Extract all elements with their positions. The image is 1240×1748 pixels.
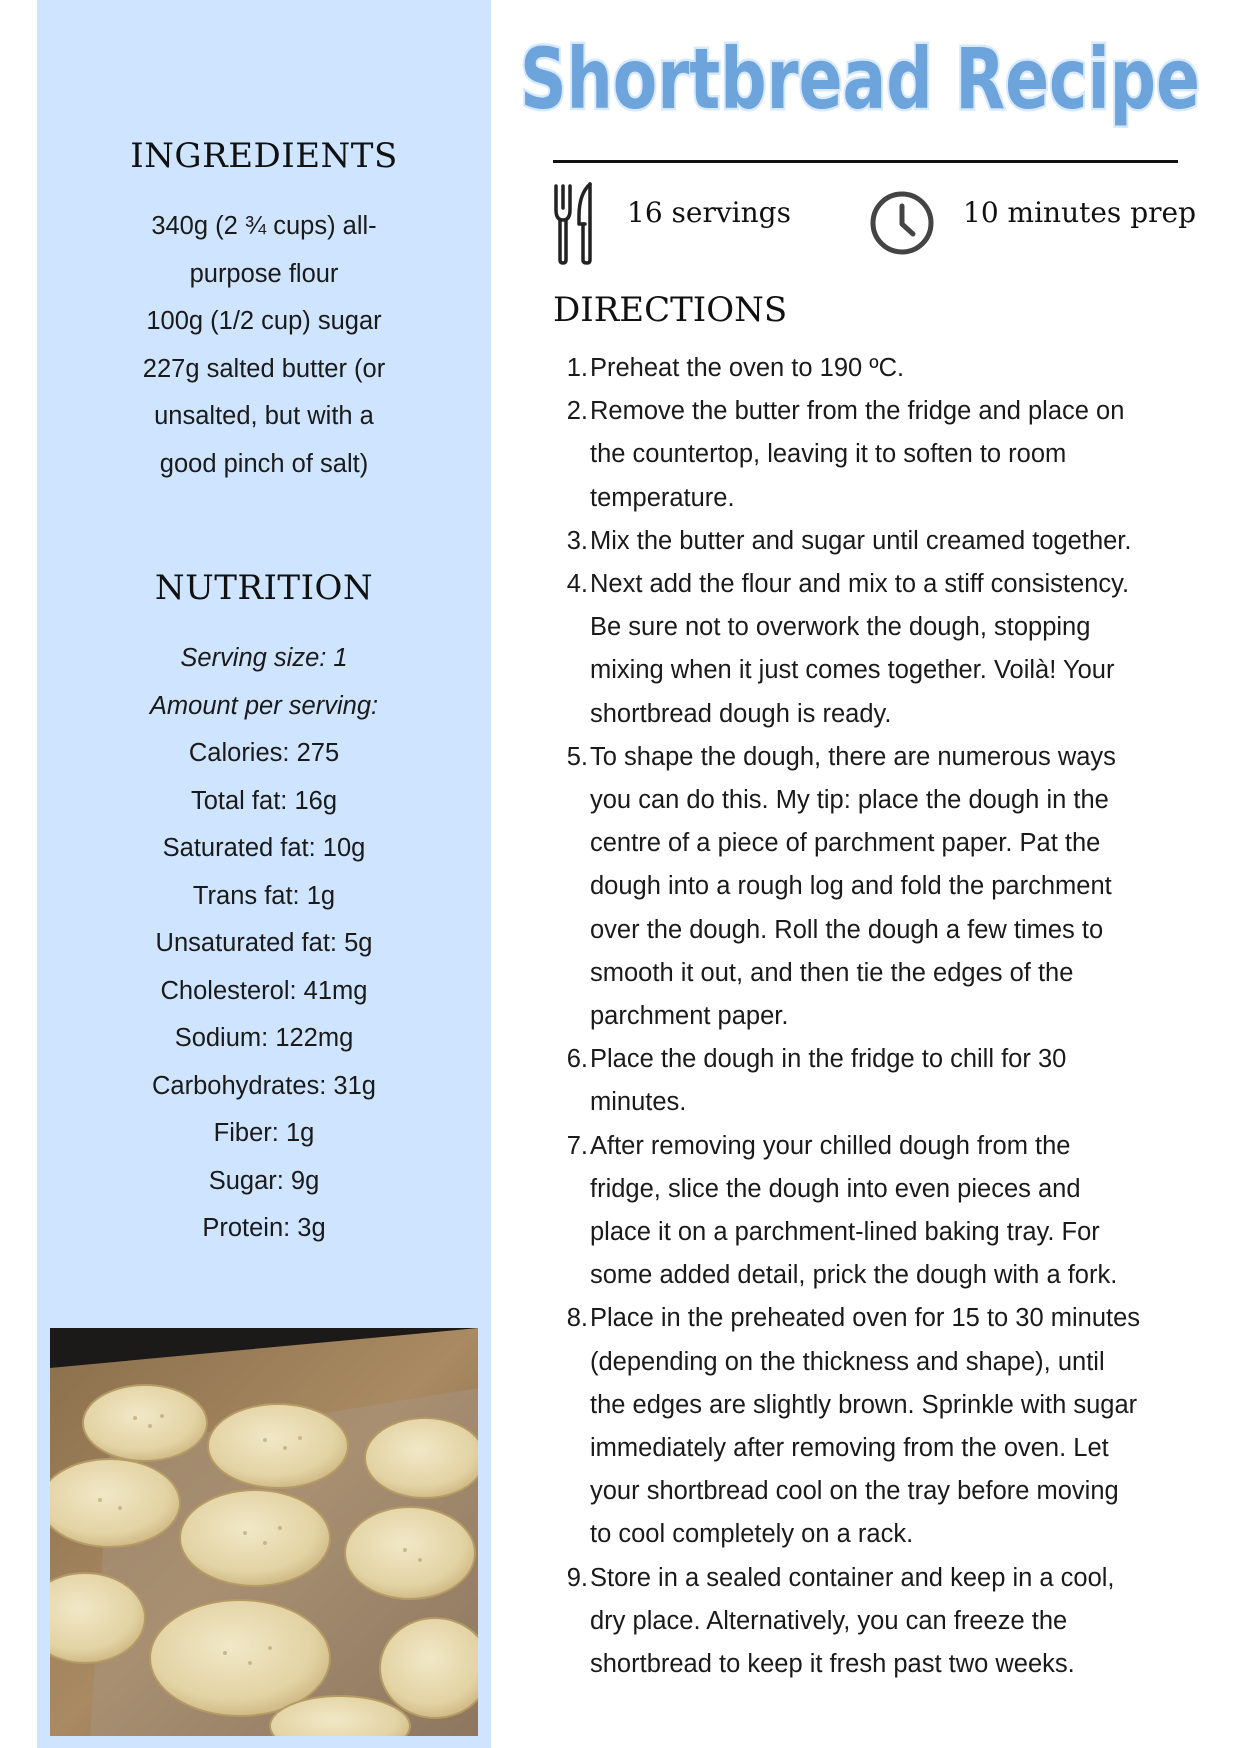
step-number: 2. xyxy=(566,397,588,426)
step-number: 5. xyxy=(566,742,588,771)
nutrition-item: Cholesterol: 41mg xyxy=(160,976,368,1005)
step-number: 4. xyxy=(566,570,588,599)
step-line: parchment paper. xyxy=(590,1002,789,1031)
amount-per-serving: Amount per serving: xyxy=(149,691,379,720)
step-text xyxy=(590,1125,1193,1298)
ingredient-line: 227g salted butter (or xyxy=(142,354,386,383)
step-line: dough into a rough log and fold the parchment xyxy=(590,872,1112,901)
direction-step xyxy=(553,1557,1193,1687)
step-line: Place the dough in the fridge to chill for 30 xyxy=(590,1045,1067,1074)
nutrition-item: Trans fat: 1g xyxy=(192,881,336,910)
step-line: Place in the preheated oven for 15 to 30 minutes xyxy=(590,1304,1141,1333)
step-number: 7. xyxy=(566,1131,588,1160)
direction-step xyxy=(553,1297,1193,1556)
shortbread-illustration xyxy=(50,1328,478,1736)
step-number: 3. xyxy=(566,526,588,555)
ingredients-heading: INGREDIENTS xyxy=(130,136,398,176)
step-line: immediately after removing from the oven. Let xyxy=(590,1434,1109,1463)
direction-step xyxy=(553,1038,1193,1124)
page-title-text: Shortbread Recipe xyxy=(520,30,1200,128)
nutrition-item: Calories: 275 xyxy=(188,739,340,767)
nutrition-item: Total fat: 16g xyxy=(190,786,337,815)
shortbread-photo xyxy=(50,1328,478,1736)
ingredient-line: unsalted, but with a xyxy=(154,402,374,430)
nutrition-item: Protein: 3g xyxy=(202,1214,326,1242)
step-line: you can do this. My tip: place the dough in the xyxy=(590,786,1109,815)
step-line: shortbread dough is ready. xyxy=(590,699,892,728)
direction-step xyxy=(553,1125,1193,1298)
step-text xyxy=(590,347,1193,390)
step-line: to cool completely on a rack. xyxy=(590,1520,914,1549)
ingredients-list xyxy=(37,203,491,488)
step-line: Mix the butter and sugar until creamed together. xyxy=(590,526,1132,555)
step-number: 1. xyxy=(566,354,588,382)
step-line: place it on a parchment-lined baking tray. For xyxy=(590,1218,1100,1247)
step-line: over the dough. Roll the dough a few times to xyxy=(590,915,1104,944)
step-line: Be sure not to overwork the dough, stopping xyxy=(590,613,1091,642)
direction-step xyxy=(553,390,1193,520)
direction-step xyxy=(553,347,1193,390)
step-line: After removing your chilled dough from the xyxy=(590,1131,1071,1160)
nutrition-list xyxy=(37,635,491,1253)
step-line: temperature. xyxy=(590,483,735,512)
step-line: Remove the butter from the fridge and place on xyxy=(590,397,1125,426)
step-line: shortbread to keep it fresh past two weeks. xyxy=(590,1650,1075,1679)
direction-step xyxy=(553,563,1193,736)
nutrition-item: Saturated fat: 10g xyxy=(162,834,366,862)
step-line: dry place. Alternatively, you can freeze the xyxy=(590,1606,1068,1635)
directions-heading: DIRECTIONS xyxy=(553,290,788,330)
step-number: 9. xyxy=(566,1563,588,1592)
step-text xyxy=(590,563,1193,736)
nutrition-item: Sodium: 122mg xyxy=(174,1024,354,1052)
step-line: the edges are slightly brown. Sprinkle with sugar xyxy=(590,1390,1138,1419)
step-line: Preheat the oven to 190 ºC. xyxy=(590,354,905,382)
step-line: mixing when it just comes together. Voilà! Your xyxy=(590,656,1115,685)
step-line: some added detail, prick the dough with a fork. xyxy=(590,1261,1118,1290)
nutrition-heading: NUTRITION xyxy=(154,568,374,608)
step-text xyxy=(590,390,1193,520)
nutrition-item: Fiber: 1g xyxy=(213,1119,315,1147)
title-divider xyxy=(553,160,1178,163)
nutrition-item: Carbohydrates: 31g xyxy=(152,1071,376,1100)
step-line: minutes. xyxy=(590,1088,687,1117)
ingredient-line: 340g (2 ¾ cups) all- xyxy=(151,212,377,240)
step-text xyxy=(590,520,1193,563)
step-line: fridge, slice the dough into even pieces and xyxy=(590,1174,1081,1203)
step-line: smooth it out, and then tie the edges of the xyxy=(590,958,1074,987)
ingredient-line: 100g (1/2 cup) sugar xyxy=(146,307,382,335)
step-text xyxy=(590,1038,1193,1124)
ingredient-line: good pinch of salt) xyxy=(159,449,369,478)
step-line: Next add the flour and mix to a stiff consistency. xyxy=(590,570,1130,599)
direction-step xyxy=(553,736,1193,1038)
direction-step xyxy=(553,520,1193,563)
step-number: 6. xyxy=(566,1045,588,1074)
step-line: your shortbread cool on the tray before moving xyxy=(590,1477,1119,1506)
step-line: Store in a sealed container and keep in a cool, xyxy=(590,1563,1115,1592)
serving-size: Serving size: 1 xyxy=(180,644,348,672)
page-title xyxy=(520,28,1220,148)
prep-time-text: 10 minutes prep xyxy=(963,196,1196,229)
step-text xyxy=(590,1557,1193,1687)
nutrition-item: Unsaturated fat: 5g xyxy=(155,929,373,957)
directions-list xyxy=(553,347,1193,1686)
step-line: (depending on the thickness and shape), until xyxy=(590,1347,1105,1376)
step-line: To shape the dough, there are numerous ways xyxy=(590,742,1116,771)
step-text xyxy=(590,1297,1193,1556)
step-line: the countertop, leaving it to soften to room xyxy=(590,440,1067,469)
nutrition-item: Sugar: 9g xyxy=(208,1166,320,1195)
fork-knife-icon xyxy=(553,180,595,271)
step-text xyxy=(590,736,1193,1038)
step-line: centre of a piece of parchment paper. Pat the xyxy=(590,829,1101,858)
ingredient-line: purpose flour xyxy=(189,259,339,288)
servings-text: 16 servings xyxy=(627,196,791,229)
step-number: 8. xyxy=(566,1304,588,1333)
clock-icon xyxy=(869,190,935,261)
